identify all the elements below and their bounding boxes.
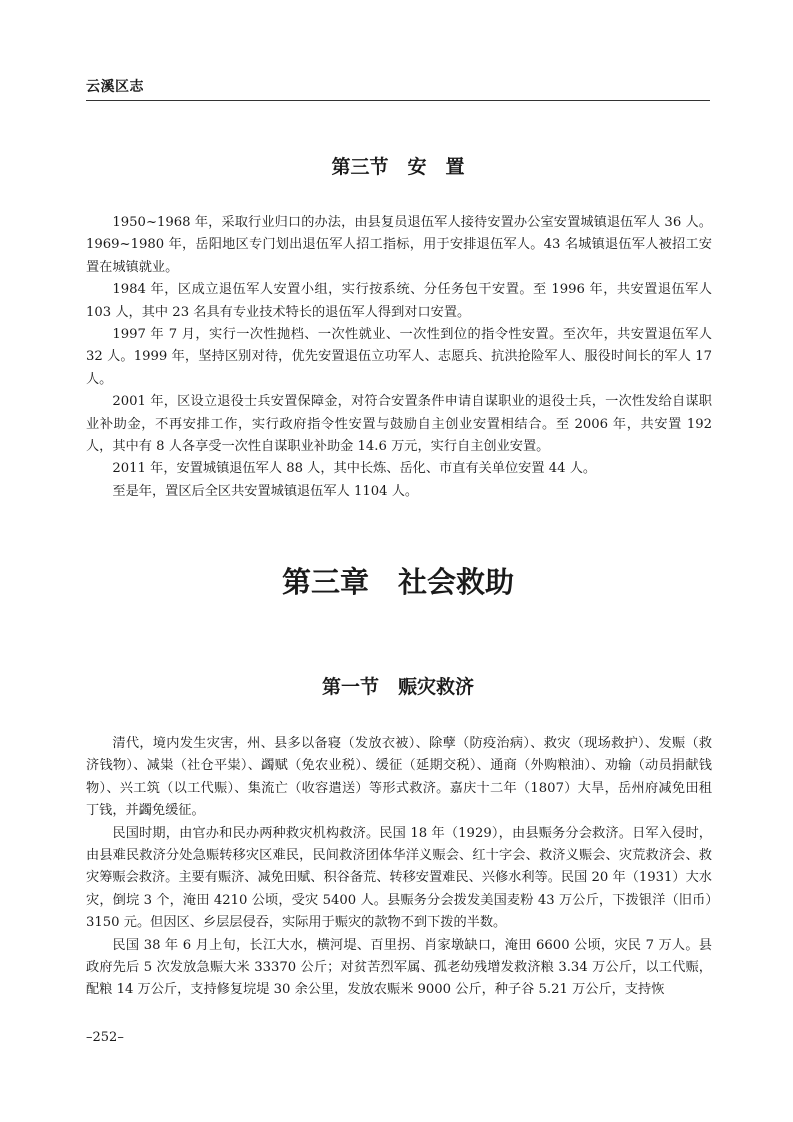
section1-paragraph-3: 1997 年 7 月，实行一次性抛档、一次性就业、一次性到位的指令性安置。至次年，共安置退伍军人 32 人。1999 年，坚持区别对待，优先安置退伍立功军人、志愿兵、抗洪抢险军人、服役时间长的军人 17 人。 (86, 327, 712, 387)
section1-paragraph-5: 2011 年，安置城镇退伍军人 88 人，其中长炼、岳化、市直有关单位安置 44 人。 (112, 461, 597, 477)
section2-paragraph-2: 民国时期，由官办和民办两种救灾机构救济。民国 18 年（1929），由县赈务分会救济。日军入侵时，由县难民救济分处急赈转移灾区难民，民间救济团体华洋义赈会、红十字会、救济义赈会、灾荒救济会、救灾筹赈会救济。主要有赈济、减免田赋、积谷备荒、转移安置难民、兴修水利等。民国 20 年（1931）大水灾，倒垸 3 个，淹田 4210 公顷，受灾 5400 人。县赈务分会拨发美国麦粉 43 万公斤，下拨银洋（旧币）3150 元。但因区、乡层层侵吞，实际用于赈灾的款物不到下拨的半数。 (86, 825, 712, 931)
section-title-disaster-relief: 第一节 赈灾救济 (321, 676, 474, 698)
section2-paragraph-1: 清代，境内发生灾害，州、县多以备寝（发放衣被）、除孽（防疫治病）、救灾（现场救护）、发赈（救济钱物）、减粜（社仓平粜）、蠲赋（免农业税）、缓征（延期交税）、通商（外购粮油）、劝输（动员捐献钱物）、兴工筑（以工代赈）、集流亡（收容遣送）等形式救济。嘉庆十二年（1807）大旱，岳州府减免田租丁钱，并蠲免缓征。 (86, 736, 712, 819)
section2-paragraph-3: 民国 38 年 6 月上旬，长江大水，横河堤、百里拐、肖家墩缺口，淹田 6600 公顷，灾民 7 万人。县政府先后 5 次发放急赈大米 33370 公斤；对贫苦烈军属、孤老幼残增发救济粮 3.34 万公斤，以工代赈，配粮 14 万公斤，支持修复垸堤 30 余公里，发放农赈米 9000 公斤，种子谷 5.21 万公斤，支持恢 (86, 937, 712, 998)
chapter-title: 第三章 社会救助 (281, 565, 514, 599)
section1-paragraph-1: 1950~1968 年，采取行业归口的办法，由县复员退伍军人接待安置办公室安置城镇退伍军人 36 人。1969~1980 年，岳阳地区专门划出退伍军人招工指标，用于安排退伍军人。43 名城镇退伍军人被招工安置在城镇就业。 (86, 215, 712, 275)
section2-body (86, 733, 712, 1002)
header-rule (86, 100, 710, 101)
section1-paragraph-6: 至是年，置区后全区共安置城镇退伍军人 1104 人。 (112, 483, 419, 499)
section-title-resettlement: 第三节 安 置 (331, 156, 465, 178)
section1-body (86, 212, 712, 503)
section1-paragraph-2: 1984 年，区成立退伍军人安置小组，实行按系统、分任务包干安置。至 1996 年，共安置退伍军人 103 人，其中 23 名具有专业技术特长的退伍军人得到对口安置。 (86, 282, 712, 320)
page-number: –252– (86, 1030, 124, 1045)
section1-paragraph-4: 2001 年，区设立退役士兵安置保障金，对符合安置条件申请自谋职业的退役士兵，一次性发给自谋职业补助金，不再安排工作，实行政府指令性安置与鼓励自主创业安置相结合。至 2006 年，共安置 192 人，其中有 8 人各享受一次性自谋职业补助金 14.6 万元，实行自主创业安置。 (86, 394, 712, 455)
running-header-book-title: 云溪区志 (86, 79, 144, 95)
